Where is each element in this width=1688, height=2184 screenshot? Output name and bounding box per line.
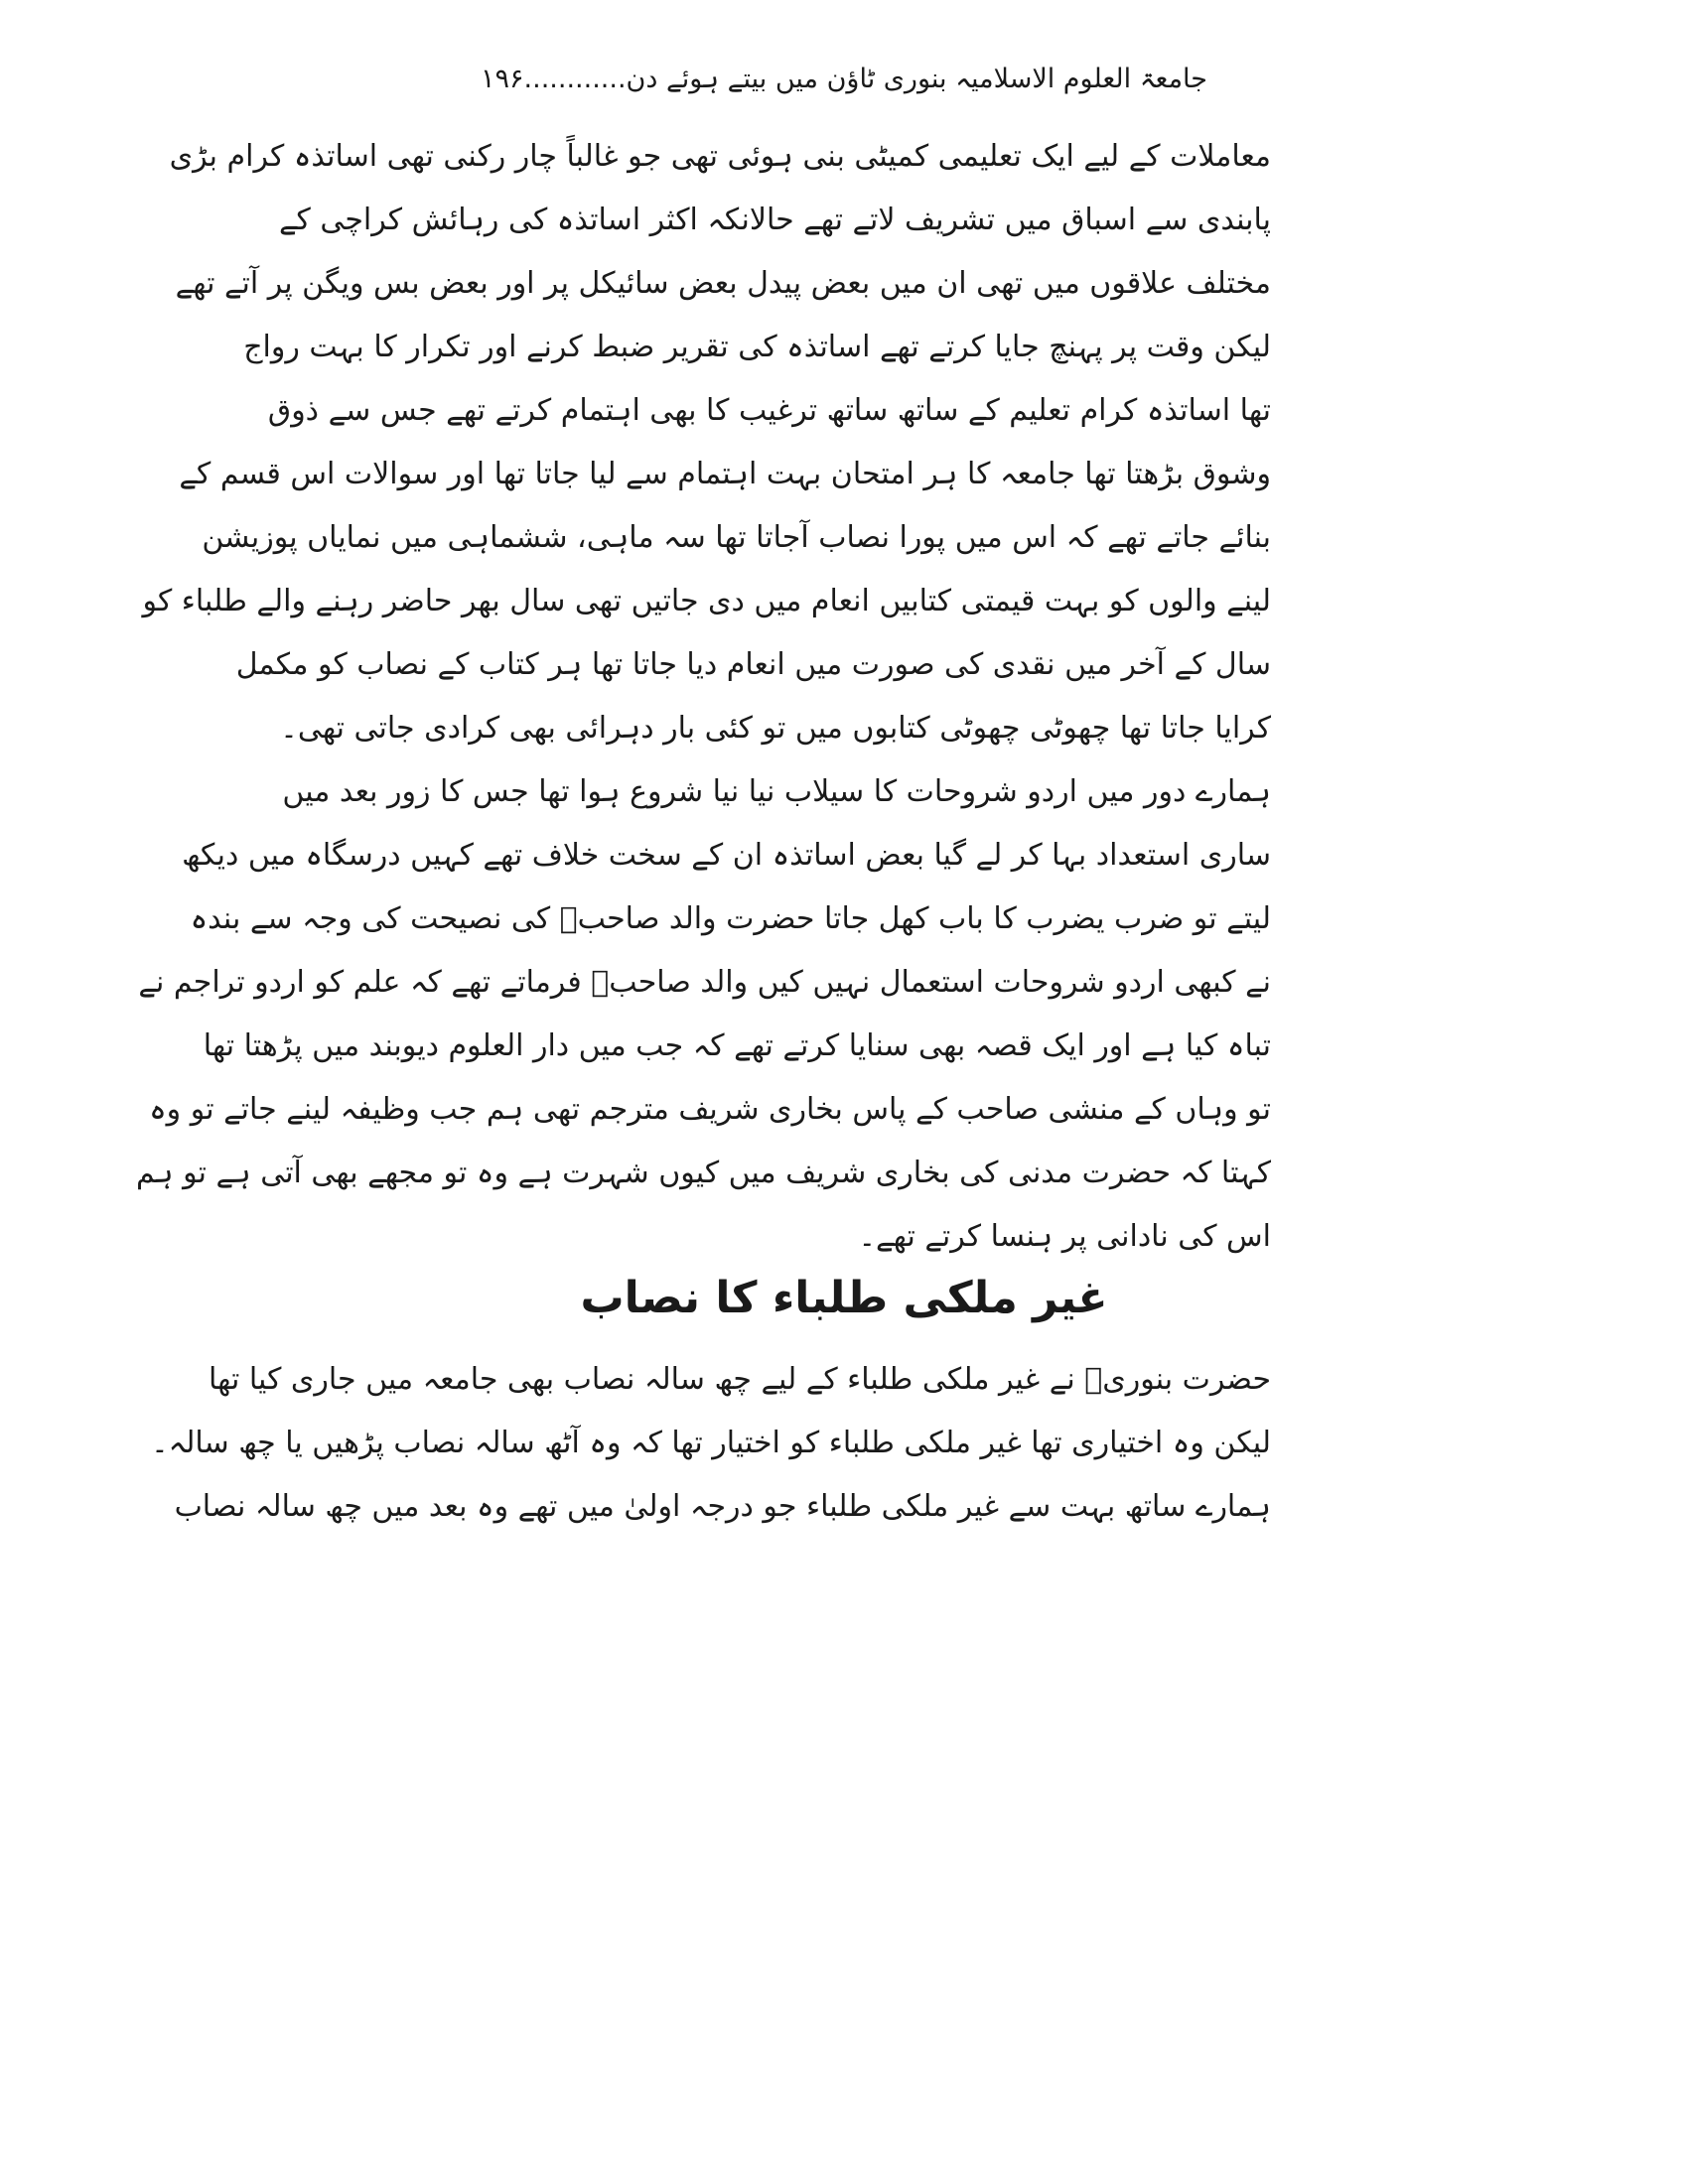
text-line: تھا اساتذہ کرام تعلیم کے ساتھ ساتھ ترغیب کا بھی اہتمام کرتے تھے جس سے ذوق xyxy=(267,393,1271,428)
text-line: تباہ کیا ہے اور ایک قصہ بھی سنایا کرتے تھے کہ جب میں دار العلوم دیوبند میں پڑھتا تھا xyxy=(203,1028,1271,1063)
text-line: ہمارے دور میں اردو شروحات کا سیلاب نیا نیا شروع ہوا تھا جس کا زور بعد میں xyxy=(282,774,1271,809)
text-line: بنائے جاتے تھے کہ اس میں پورا نصاب آجاتا تھا سہ ماہی، ششماہی میں نمایاں پوزیشن xyxy=(202,520,1271,555)
text-line: کہتا کہ حضرت مدنی کی بخاری شریف میں کیوں شہرت ہے وہ تو مجھے بھی آتی ہے تو ہم xyxy=(136,1156,1271,1190)
text-line: تو وہاں کے منشی صاحب کے پاس بخاری شریف مترجم تھی ہم جب وظیفہ لینے جاتے تو وہ xyxy=(149,1092,1271,1127)
text-line: لیتے تو ضرب یضرب کا باب کھل جاتا حضرت والد صاحبؒ کی نصیحت کی وجہ سے بندہ xyxy=(190,901,1271,936)
paragraph-3 xyxy=(151,1348,1271,1539)
text-line: پابندی سے اسباق میں تشریف لاتے تھے حالانکہ اکثر اساتذہ کی رہائش کراچی کے xyxy=(278,203,1271,237)
text-line: لینے والوں کو بہت قیمتی کتابیں انعام میں دی جاتیں تھی سال بھر حاضر رہنے والے طلباء کو xyxy=(142,584,1271,618)
text-line: حضرت بنوریؒ نے غیر ملکی طلباء کے لیے چھ سالہ نصاب بھی جامعہ میں جاری کیا تھا xyxy=(209,1362,1271,1397)
text-line: اس کی نادانی پر ہنسا کرتے تھے۔ xyxy=(858,1219,1271,1254)
text-line: ہمارے ساتھ بہت سے غیر ملکی طلباء جو درجہ اولیٰ میں تھے وہ بعد میں چھ سالہ نصاب xyxy=(174,1489,1271,1524)
text-line: ساری استعداد بہا کر لے گیا بعض اساتذہ ان کے سخت خلاف تھے کہیں درسگاہ میں دیکھ xyxy=(182,838,1271,873)
text-line: وشوق بڑھتا تھا جامعہ کا ہر امتحان بہت اہتمام سے لیا جاتا تھا اور سوالات اس قسم کے xyxy=(179,457,1271,491)
paragraph-2 xyxy=(136,760,1271,1269)
text-line: سال کے آخر میں نقدی کی صورت میں انعام دیا جاتا تھا ہر کتاب کے نصاب کو مکمل xyxy=(235,647,1271,682)
paragraph-1 xyxy=(142,125,1271,760)
text-line: لیکن وہ اختیاری تھا غیر ملکی طلباء کو اختیار تھا کہ وہ آٹھ سالہ نصاب پڑھیں یا چھ سالہ۔ xyxy=(151,1426,1271,1460)
text-line: نے کبھی اردو شروحات استعمال نہیں کیں والد صاحبؒ فرماتے تھے کہ علم کو اردو تراجم نے xyxy=(138,965,1271,1000)
section-heading: غیر ملکی طلباء کا نصاب xyxy=(580,1273,1108,1323)
running-header: جامعۃ العلوم الاسلامیہ بنوری ٹاؤن میں بیتے ہوئے دن............۱۹۶ xyxy=(481,64,1207,94)
text-line: معاملات کے لیے ایک تعلیمی کمیٹی بنی ہوئی تھی جو غالباً چار رکنی تھی اساتذہ کرام بڑی xyxy=(169,139,1271,174)
text-line: لیکن وقت پر پہنچ جایا کرتے تھے اساتذہ کی تقریر ضبط کرنے اور تکرار کا بہت رواج xyxy=(243,330,1271,364)
text-line: کرایا جاتا تھا چھوٹی چھوٹی کتابوں میں تو کئی بار دہرائی بھی کرادی جاتی تھی۔ xyxy=(280,711,1271,746)
text-line: مختلف علاقوں میں تھی ان میں بعض پیدل بعض سائیکل پر اور بعض بس ویگن پر آتے تھے xyxy=(175,266,1271,301)
